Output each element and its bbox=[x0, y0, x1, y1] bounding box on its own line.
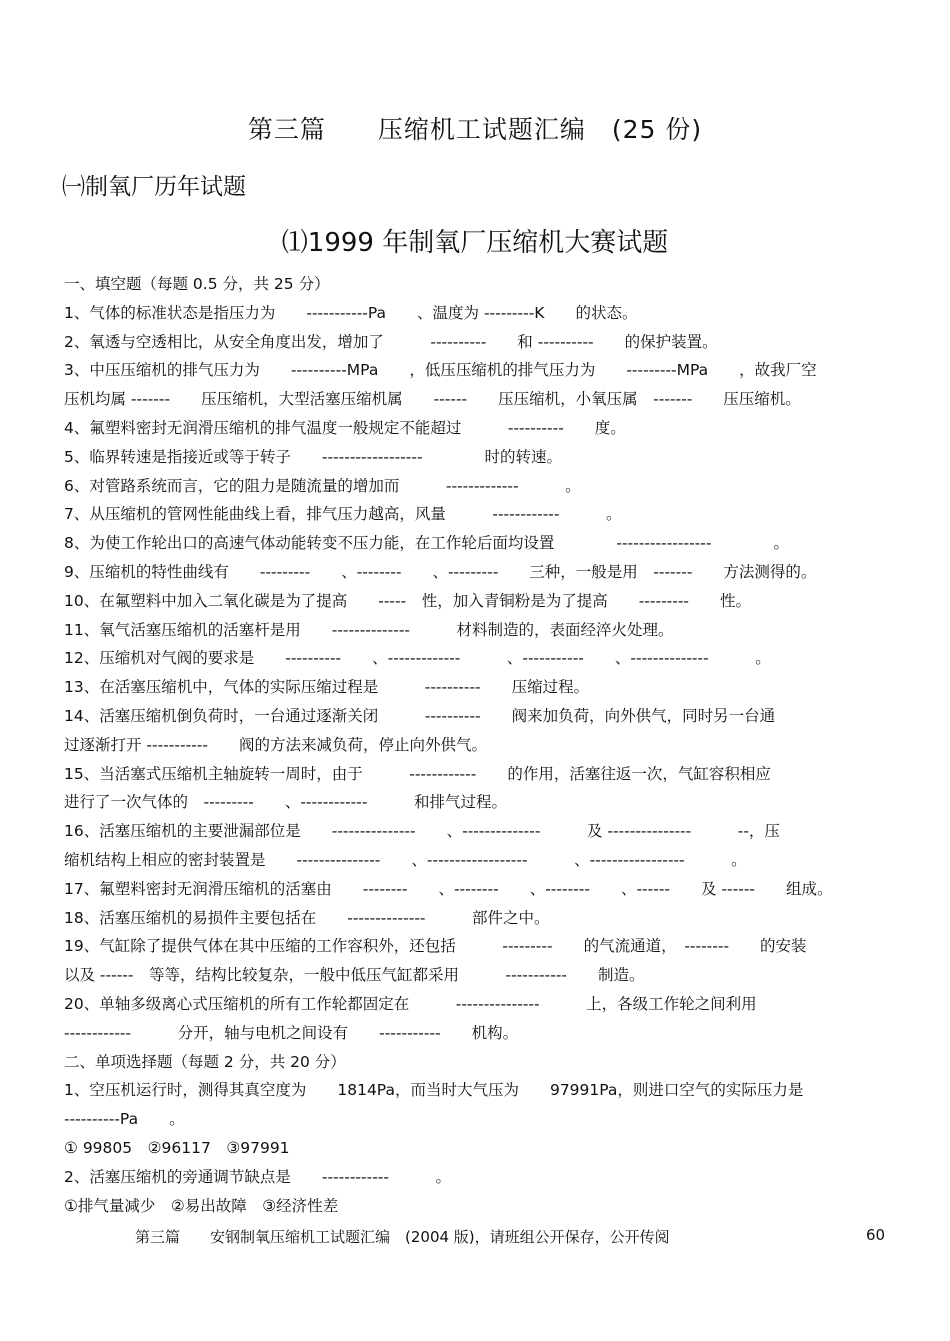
question-line: 17、氟塑料密封无润滑压缩机的活塞由 -------- 、-------- 、-------- 、------ 及 ------ 组成。 bbox=[64, 879, 833, 898]
question-line: 16、活塞压缩机的主要泄漏部位是 --------------- 、-------------- 及 --------------- --，压 bbox=[64, 822, 780, 841]
question-line: ①排气量减少 ②易出故障 ③经济性差 bbox=[64, 1196, 339, 1215]
section-heading: ㈠制氧厂历年试题 bbox=[62, 174, 246, 200]
question-line: 二、单项选择题（每题 2 分，共 20 分） bbox=[64, 1052, 346, 1071]
question-line: 以及 ------ 等等，结构比较复杂，一般中低压气缸都采用 ----------- 制造。 bbox=[64, 966, 645, 985]
question-line: 10、在氟塑料中加入二氧化碳是为了提高 ----- 性，加入青铜粉是为了提高 --------- 性。 bbox=[64, 591, 752, 610]
question-line: 3、中压压缩机的排气压力为 ----------MPa ，低压压缩机的排气压力为 ---------MPa ，故我厂空 bbox=[64, 361, 817, 380]
question-line: 一、填空题（每题 0.5 分，共 25 分） bbox=[64, 275, 330, 293]
question-line: 7、从压缩机的管网性能曲线上看，排气压力越高，风量 ------------ 。 bbox=[64, 505, 622, 524]
question-line: ① 99805 ②96117 ③97991 bbox=[64, 1138, 290, 1157]
page-number: 60 bbox=[866, 1226, 886, 1244]
question-line: 12、压缩机对气阀的要求是 ---------- 、------------- 、----------- 、-------------- 。 bbox=[64, 649, 771, 668]
question-line: 14、活塞压缩机倒负荷时，一台通过逐渐关闭 ---------- 阀来加负荷，向外供气，同时另一台通 bbox=[64, 706, 776, 725]
question-line: 4、氟塑料密封无润滑压缩机的排气温度一般规定不能超过 ---------- 度。 bbox=[64, 418, 626, 437]
question-line: 13、在活塞压缩机中，气体的实际压缩过程是 ---------- 压缩过程。 bbox=[64, 678, 590, 697]
question-line: 2、氧透与空透相比，从安全角度出发，增加了 ---------- 和 ---------- 的保护装置。 bbox=[64, 332, 718, 351]
exam-subtitle: ⑴1999 年制氧厂压缩机大赛试题 bbox=[281, 228, 669, 258]
question-line: 18、活塞压缩机的易损件主要包括在 -------------- 部件之中。 bbox=[64, 908, 550, 927]
question-line: 11、氧气活塞压缩机的活塞杆是用 -------------- 材料制造的，表面经淬火处理。 bbox=[64, 620, 674, 639]
question-line: 1、空压机运行时，测得其真空度为 1814Pa，而当时大气压为 97991Pa，则进口空气的实际压力是 bbox=[64, 1081, 804, 1100]
question-line: 19、气缸除了提供气体在其中压缩的工作容积外，还包括 --------- 的气流通道， -------- 的安装 bbox=[64, 937, 807, 956]
question-line: 缩机结构上相应的密封装置是 --------------- 、------------------ 、----------------- 。 bbox=[64, 850, 747, 869]
question-line: 1、气体的标准状态是指压力为 -----------Pa 、温度为 ---------K 的状态。 bbox=[64, 303, 638, 322]
question-line: 9、压缩机的特性曲线有 --------- 、-------- 、--------- 三种，一般是用 ------- 方法测得的。 bbox=[64, 562, 817, 581]
question-body bbox=[64, 270, 894, 1220]
question-line: 2、活塞压缩机的旁通调节缺点是 ------------ 。 bbox=[64, 1167, 451, 1186]
question-line: ----------Pa 。 bbox=[64, 1110, 185, 1129]
page-title: 第三篇 压缩机工试题汇编 (25 份) bbox=[247, 115, 703, 144]
question-line: 5、临界转速是指接近或等于转子 ------------------ 时的转速。 bbox=[64, 447, 563, 466]
page-footer: 第三篇 安钢制氧压缩机工试题汇编 (2004 版)，请班组公开保存，公开传阅 bbox=[135, 1228, 670, 1246]
question-line: 6、对管路系统而言，它的阻力是随流量的增加而 ------------- 。 bbox=[64, 476, 581, 495]
question-line: 15、当活塞式压缩机主轴旋转一周时，由于 ------------ 的作用，活塞往返一次，气缸容积相应 bbox=[64, 764, 771, 783]
question-line: 20、单轴多级离心式压缩机的所有工作轮都固定在 --------------- 上，各级工作轮之间利用 bbox=[64, 994, 757, 1013]
question-line: ------------ 分开，轴与电机之间设有 ----------- 机构。 bbox=[64, 1023, 519, 1042]
question-line: 进行了一次气体的 --------- 、------------ 和排气过程。 bbox=[64, 793, 507, 812]
question-line: 过逐渐打开 ----------- 阀的方法来减负荷，停止向外供气。 bbox=[64, 735, 487, 754]
question-line: 压机均属 ------- 压压缩机，大型活塞压缩机属 ------ 压压缩机，小氧压属 ------- 压压缩机。 bbox=[64, 390, 801, 409]
question-line: 8、为使工作轮出口的高速气体动能转变不压力能，在工作轮后面均设置 ----------------- 。 bbox=[64, 534, 789, 553]
